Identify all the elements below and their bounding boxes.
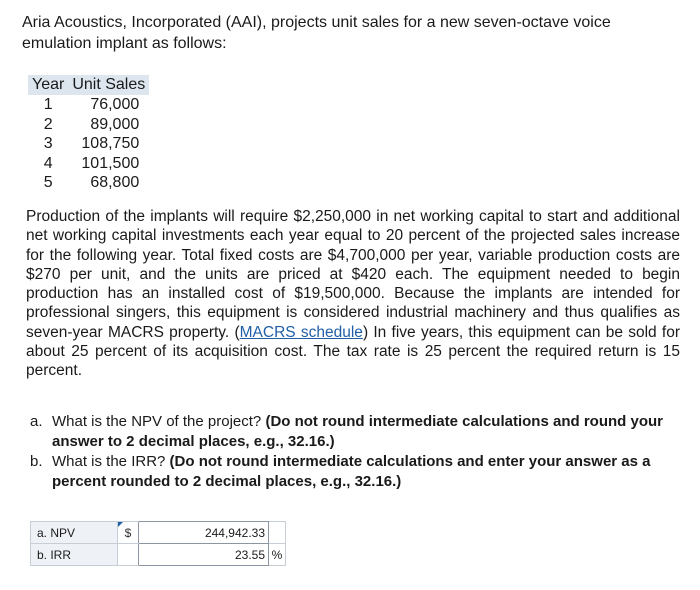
table-row (28, 95, 149, 115)
problem-paragraph (26, 207, 680, 381)
question-instruction: (Do not round intermediate calculations and round your answer to 2 decimal places, e.g., 32.16.) (52, 413, 663, 450)
table-row (28, 173, 149, 193)
question-label: b. (30, 453, 43, 470)
percent-suffix: % (269, 544, 286, 566)
problem-intro: Aria Acoustics, Incorporated (AAI), projects unit sales for a new seven-octave voice emulation implant as follows: (22, 14, 611, 52)
year-cell: 3 (43, 135, 53, 153)
irr-prefix (118, 544, 139, 566)
macrs-schedule-link[interactable]: MACRS schedule (239, 323, 363, 341)
question-b (30, 452, 675, 492)
table-row (28, 115, 149, 135)
table-header-row (28, 75, 149, 95)
year-cell: 2 (43, 115, 53, 133)
npv-input[interactable]: 244,942.33 (139, 522, 269, 544)
unit-sales-cell: 76,000 (90, 96, 140, 113)
unit-sales-table (28, 75, 149, 193)
question-a (30, 412, 675, 452)
answer-table (30, 521, 286, 566)
question-text: What is the IRR? (52, 453, 166, 470)
unit-sales-cell: 68,800 (90, 174, 140, 192)
table-row (28, 134, 149, 154)
answer-row-npv (31, 522, 286, 544)
question-label: a. (30, 413, 43, 430)
year-cell: 1 (43, 96, 53, 113)
irr-input[interactable]: 23.55 (139, 544, 269, 566)
unit-sales-header: Unit Sales (68, 75, 149, 95)
questions-list (30, 412, 675, 492)
paragraph-text-end: ) In five years, this equipment can be sold for about 25 percent of its acquisition cost. The tax rate is 25 percent the required return is 15 percent. (26, 323, 681, 380)
npv-suffix (269, 522, 286, 544)
unit-sales-cell: 108,750 (81, 135, 140, 153)
year-cell: 5 (43, 174, 53, 192)
npv-label: a. NPV (31, 522, 118, 544)
answer-row-irr (31, 544, 286, 566)
paragraph-text-start: Production of the implants will require $2,250,000 in net working capital to start and additional net working capital investments each year equal to 20 percent of the projected sales increase for the following year. Total fixed costs are $4,700,000 per year, variable production costs are $270 per unit, and the units are priced at $420 each. The equipment needed to begin production has an installed cost of $19,500,000. Because the implants are intended for professional singers, this equipment is considered industrial machinery and thus qualifies as seven-year MACRS property. ( (26, 208, 680, 341)
question-text: What is the NPV of the project? (52, 413, 262, 430)
unit-sales-cell: 89,000 (90, 115, 140, 133)
table-row (28, 154, 149, 174)
year-cell: 4 (43, 154, 53, 172)
unit-sales-cell: 101,500 (81, 154, 140, 172)
answer-flag-icon (118, 522, 123, 527)
currency-prefix (118, 522, 139, 544)
question-body (52, 412, 675, 452)
currency-symbol: $ (124, 525, 132, 540)
irr-label: b. IRR (31, 544, 118, 566)
year-header: Year (28, 75, 68, 95)
question-instruction: (Do not round intermediate calculations and enter your answer as a percent rounded to 2 decimal places, e.g., 32.16.) (52, 453, 651, 490)
question-body (52, 452, 675, 492)
